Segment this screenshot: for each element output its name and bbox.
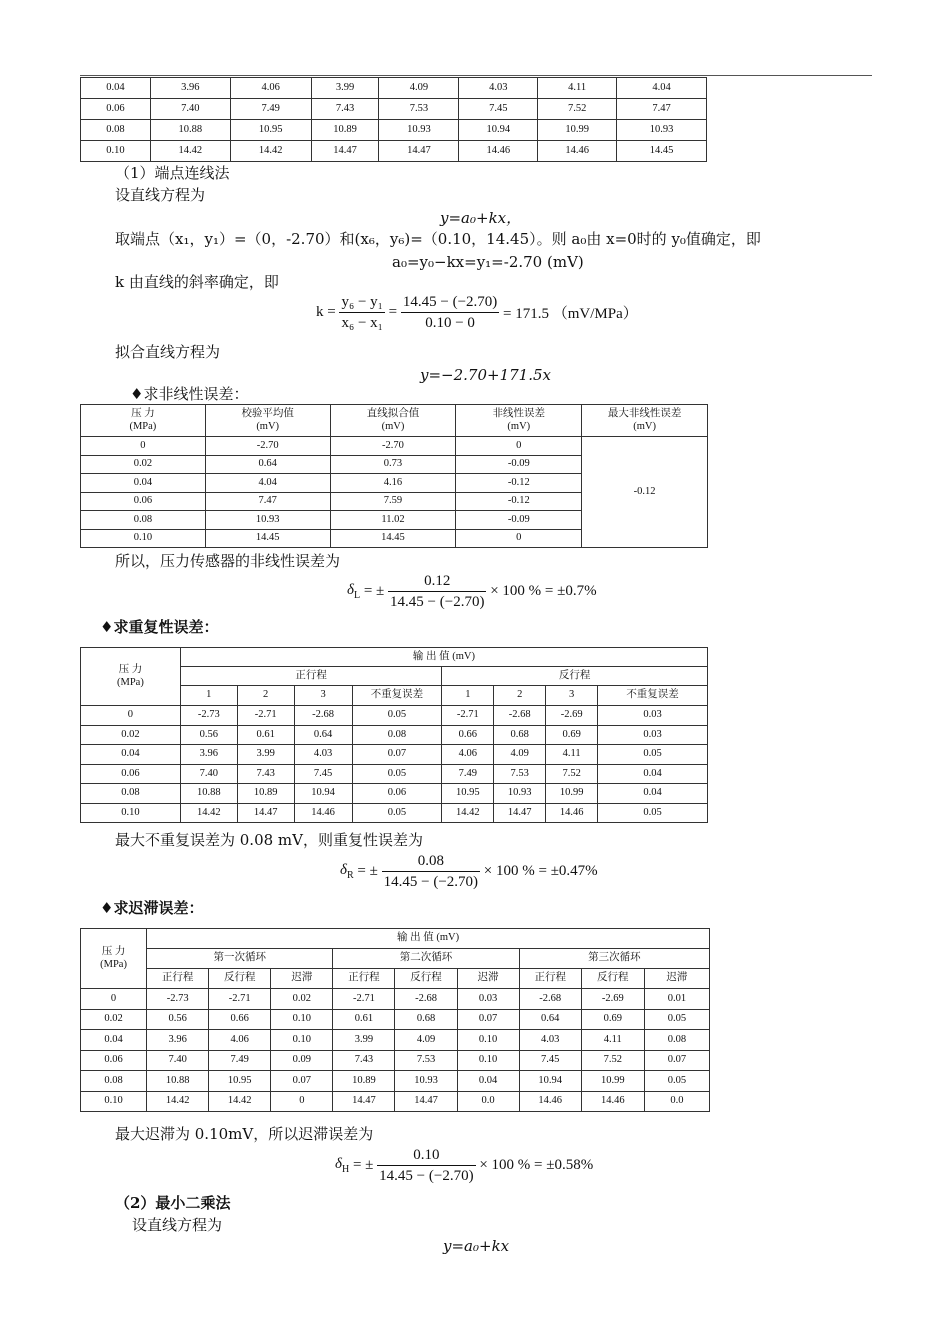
- table-cell: 0.04: [598, 764, 708, 784]
- table-cell: 7.52: [538, 99, 617, 120]
- table-cell: -2.73: [147, 989, 209, 1010]
- sub-header: 反行程: [581, 969, 644, 989]
- table-row: [81, 764, 708, 784]
- table-cell: 0.01: [644, 989, 709, 1010]
- table-cell: 0.56: [147, 1009, 209, 1030]
- table-cell: 4.06: [230, 78, 311, 99]
- slope-formula: k = $\frac{\text{y₆ − y₁}}{\text{x₆ − x₁}}$ = $\frac{14.45 - (-2.70)}{0.10 - 0}$ = 171.5 （mV/MPa）: [316, 294, 638, 331]
- sub-header: 1: [180, 686, 237, 706]
- table-cell: 7.49: [442, 764, 494, 784]
- table-cell: 0.07: [644, 1050, 709, 1071]
- hys-den: 14.45 − (−2.70): [379, 1168, 474, 1184]
- table-cell: 0.66: [209, 1009, 271, 1030]
- table-cell: 7.43: [311, 99, 379, 120]
- table-row: [81, 725, 708, 745]
- k-result: = 171.5 （mV/MPa）: [503, 306, 638, 322]
- repeatability-formula: [340, 851, 598, 892]
- column-header: 校验平均值 (mV): [205, 405, 330, 437]
- table-cell: 4.06: [209, 1030, 271, 1051]
- max-nonlinearity-cell: -0.12: [582, 437, 708, 548]
- table-cell: 4.04: [205, 474, 330, 493]
- table-cell: 0.69: [546, 725, 598, 745]
- table-cell: 7.47: [617, 99, 707, 120]
- table-cell: 7.59: [330, 492, 456, 511]
- table-cell: 0.0: [644, 1091, 709, 1112]
- hysteresis-conclusion: 最大迟滞为 0.10mV，所以迟滞误差为: [115, 1125, 374, 1143]
- delta-l-sub: L: [353, 590, 361, 601]
- table-cell: 10.99: [546, 784, 598, 804]
- table-cell: 0.10: [457, 1050, 519, 1071]
- table-cell: 0.64: [294, 725, 352, 745]
- table-cell: 4.03: [294, 745, 352, 765]
- table-row: [81, 803, 708, 823]
- table-cell: 10.88: [180, 784, 237, 804]
- table-cell: 7.45: [459, 99, 538, 120]
- table-cell: 7.49: [209, 1050, 271, 1071]
- table-cell: 0.06: [81, 492, 206, 511]
- nl-tail: × 100 % = ±0.7%: [490, 583, 597, 599]
- equation-y: y=a₀+kx，: [440, 209, 522, 227]
- rep-eq-sign: = ±: [357, 863, 378, 879]
- nl-eq-sign: = ±: [363, 583, 385, 599]
- table-cell: 14.46: [459, 141, 538, 162]
- table-cell: 0.02: [81, 1009, 147, 1030]
- table-cell: 14.46: [546, 803, 598, 823]
- table-cell: 14.42: [442, 803, 494, 823]
- table-cell: 0.10: [457, 1030, 519, 1051]
- line-setup-text: 设直线方程为: [115, 186, 206, 204]
- table-cell: 0.05: [598, 803, 708, 823]
- header-rule: [80, 75, 872, 76]
- table-cell: 0.07: [457, 1009, 519, 1030]
- table-cell: 0.05: [644, 1071, 709, 1092]
- table-cell: 7.52: [546, 764, 598, 784]
- hys-num: 0.10: [377, 1145, 475, 1166]
- delta-r-symbol: δ: [340, 862, 347, 878]
- table-cell: 0.61: [237, 725, 294, 745]
- k-num2: 14.45 − (−2.70): [401, 292, 499, 313]
- table-cell: 0.64: [205, 455, 330, 474]
- table-cell: 0.08: [81, 120, 151, 141]
- hysteresis-formula: [335, 1145, 593, 1186]
- hys-eq-sign: = ±: [352, 1157, 374, 1173]
- table-cell: 7.49: [230, 99, 311, 120]
- table-cell: 10.89: [333, 1071, 395, 1092]
- hys-h-pressure: 压 力 (MPa): [81, 929, 147, 989]
- sub-header: 迟滞: [271, 969, 333, 989]
- fit-text: 拟合直线方程为: [115, 343, 221, 361]
- table-row: [81, 706, 708, 726]
- table-cell: 7.53: [494, 764, 546, 784]
- nonlinearity-formula: [347, 571, 597, 612]
- sub-header: 迟滞: [457, 969, 519, 989]
- rep-h-forward: 正行程: [180, 667, 442, 686]
- table-row: [81, 745, 708, 765]
- table-cell: 7.53: [395, 1050, 457, 1071]
- table-cell: 0.05: [644, 1009, 709, 1030]
- table-cell: 0.04: [81, 1030, 147, 1051]
- table-cell: 3.99: [333, 1030, 395, 1051]
- table-cell: 4.03: [519, 1030, 581, 1051]
- nl-den: 14.45 − (−2.70): [390, 594, 485, 610]
- table-cell: 0.56: [180, 725, 237, 745]
- table-cell: 14.45: [617, 141, 707, 162]
- table-cell: 4.09: [379, 78, 459, 99]
- k-num1: y₆ − y₁: [339, 292, 384, 313]
- table-cell: 10.99: [538, 120, 617, 141]
- table-cell: 3.96: [147, 1030, 209, 1051]
- table-cell: 10.94: [519, 1071, 581, 1092]
- table-cell: 4.11: [581, 1030, 644, 1051]
- table-cell: 3.99: [237, 745, 294, 765]
- table-cell: 7.43: [333, 1050, 395, 1071]
- sub-header: 3: [546, 686, 598, 706]
- table-cell: 4.16: [330, 474, 456, 493]
- table-cell: 0: [456, 437, 582, 456]
- table-cell: 0.10: [81, 1091, 147, 1112]
- calibration-table-continued: [80, 77, 707, 162]
- table-cell: 0.09: [271, 1050, 333, 1071]
- table-cell: 0.06: [81, 1050, 147, 1071]
- table-cell: 0.05: [352, 803, 442, 823]
- table-cell: 0.64: [519, 1009, 581, 1030]
- table-cell: 7.40: [180, 764, 237, 784]
- table-cell: 0.66: [442, 725, 494, 745]
- table-cell: -2.68: [494, 706, 546, 726]
- k-den1: x₆ − x₁: [341, 315, 383, 331]
- section-heading-least-squares: （2）最小二乘法: [115, 1194, 231, 1212]
- table-cell: 10.88: [147, 1071, 209, 1092]
- table-cell: 0: [81, 437, 206, 456]
- delta-l-symbol: δ: [347, 582, 354, 598]
- sub-header: 2: [237, 686, 294, 706]
- rep-num: 0.08: [382, 851, 480, 872]
- table-cell: 0.69: [581, 1009, 644, 1030]
- sub-header: 3: [294, 686, 352, 706]
- table-cell: 10.95: [230, 120, 311, 141]
- table-cell: 0.06: [81, 764, 181, 784]
- table-cell: 0.03: [457, 989, 519, 1010]
- column-header: 压 力 (MPa): [81, 405, 206, 437]
- table-row: [81, 1030, 710, 1051]
- column-header: 直线拟合值 (mV): [330, 405, 456, 437]
- hysteresis-table: [80, 928, 710, 1112]
- delta-h-symbol: δ: [335, 1156, 342, 1172]
- sub-header: 迟滞: [644, 969, 709, 989]
- table-cell: 10.89: [237, 784, 294, 804]
- table-cell: 0.04: [81, 745, 181, 765]
- rep-tail: × 100 % = ±0.47%: [483, 863, 598, 879]
- k-lhs: k =: [316, 304, 336, 320]
- table-cell: 0.06: [81, 99, 151, 120]
- table-cell: 14.45: [205, 529, 330, 548]
- table-cell: 7.43: [237, 764, 294, 784]
- table-cell: -2.68: [294, 706, 352, 726]
- sub-header: 反行程: [395, 969, 457, 989]
- table-cell: 0.08: [644, 1030, 709, 1051]
- table-cell: -2.68: [519, 989, 581, 1010]
- table-cell: 4.06: [442, 745, 494, 765]
- table-cell: 10.89: [311, 120, 379, 141]
- table-cell: 14.47: [237, 803, 294, 823]
- table-cell: 14.42: [180, 803, 237, 823]
- table-cell: 10.93: [494, 784, 546, 804]
- table-cell: 0.02: [271, 989, 333, 1010]
- table-cell: 0.03: [598, 725, 708, 745]
- table-cell: 3.99: [311, 78, 379, 99]
- table-cell: 7.47: [205, 492, 330, 511]
- table-cell: 14.46: [294, 803, 352, 823]
- table-cell: 0.08: [352, 725, 442, 745]
- table-cell: 14.45: [330, 529, 456, 548]
- table-cell: 0.68: [395, 1009, 457, 1030]
- table-cell: 7.45: [294, 764, 352, 784]
- table-cell: 0.08: [81, 511, 206, 530]
- table-cell: 0.07: [352, 745, 442, 765]
- table-cell: 7.40: [150, 99, 230, 120]
- rep-den: 14.45 − (−2.70): [383, 874, 479, 890]
- table-cell: 0.0: [457, 1091, 519, 1112]
- table-cell: 0.02: [81, 725, 181, 745]
- table-cell: 10.95: [442, 784, 494, 804]
- table-cell: 4.03: [459, 78, 538, 99]
- table-cell: 0.10: [81, 803, 181, 823]
- column-header: 最大非线性误差 (mV): [582, 405, 708, 437]
- hysteresis-heading: ♦求迟滞误差：: [100, 899, 204, 917]
- sub-header: 不重复误差: [598, 686, 708, 706]
- table-row: [81, 437, 708, 456]
- table-row: [81, 120, 707, 141]
- table-cell: -0.09: [456, 511, 582, 530]
- nonlinearity-table: [80, 404, 708, 548]
- table-cell: 0.61: [333, 1009, 395, 1030]
- table-cell: 0.10: [271, 1030, 333, 1051]
- table-cell: 0: [271, 1091, 333, 1112]
- section-heading-endpoint: （1）端点连线法: [115, 164, 230, 182]
- table-cell: 0: [81, 706, 181, 726]
- table-cell: 14.46: [581, 1091, 644, 1112]
- table-cell: 14.47: [311, 141, 379, 162]
- sub-header: 1: [442, 686, 494, 706]
- table-cell: 4.11: [538, 78, 617, 99]
- nonlinearity-heading: ♦求非线性误差：: [130, 385, 249, 403]
- table-cell: -2.68: [395, 989, 457, 1010]
- table-cell: 10.88: [150, 120, 230, 141]
- table-cell: 14.46: [538, 141, 617, 162]
- table-cell: -2.71: [442, 706, 494, 726]
- table-cell: 0.73: [330, 455, 456, 474]
- rep-h-output: 输 出 值 (mV): [180, 648, 707, 667]
- table-cell: 14.47: [379, 141, 459, 162]
- table-row: [81, 784, 708, 804]
- table-row: [81, 1071, 710, 1092]
- table-cell: 3.96: [150, 78, 230, 99]
- cycle-header: 第一次循环: [147, 949, 333, 969]
- sub-header: 正行程: [519, 969, 581, 989]
- table-cell: 0.06: [352, 784, 442, 804]
- table-cell: 14.47: [494, 803, 546, 823]
- sub-header: 正行程: [333, 969, 395, 989]
- repeatability-conclusion: 最大不重复误差为 0.08 mV，则重复性误差为: [115, 831, 423, 849]
- table-cell: 4.04: [617, 78, 707, 99]
- table-cell: 4.09: [395, 1030, 457, 1051]
- table-cell: 0.05: [352, 764, 442, 784]
- table-cell: 7.52: [581, 1050, 644, 1071]
- table-cell: 0.10: [81, 141, 151, 162]
- table-cell: 0.04: [598, 784, 708, 804]
- nonlinearity-conclusion: 所以，压力传感器的非线性误差为: [115, 552, 341, 570]
- table-cell: -2.69: [546, 706, 598, 726]
- cycle-header: 第三次循环: [519, 949, 709, 969]
- hys-h-output: 输 出 值 (mV): [147, 929, 710, 949]
- table-row: [81, 99, 707, 120]
- sub-header: 反行程: [209, 969, 271, 989]
- table-cell: 14.42: [147, 1091, 209, 1112]
- table-cell: 7.40: [147, 1050, 209, 1071]
- table-cell: 0.05: [598, 745, 708, 765]
- table-row: [81, 989, 710, 1010]
- table-cell: 0.04: [457, 1071, 519, 1092]
- table-cell: -2.71: [333, 989, 395, 1010]
- table-cell: -2.73: [180, 706, 237, 726]
- table-cell: -0.09: [456, 455, 582, 474]
- nl-num: 0.12: [388, 571, 486, 592]
- table-cell: -2.71: [237, 706, 294, 726]
- table-row: [81, 1050, 710, 1071]
- cycle-header: 第二次循环: [333, 949, 519, 969]
- table-cell: 0.04: [81, 474, 206, 493]
- table-cell: 7.53: [379, 99, 459, 120]
- a0-equation: a₀=y₀−kx=y₁=-2.70 (mV): [392, 253, 584, 271]
- table-cell: 0.05: [352, 706, 442, 726]
- table-cell: -2.70: [205, 437, 330, 456]
- table-cell: -0.12: [456, 492, 582, 511]
- delta-r-sub: R: [346, 870, 354, 881]
- table-cell: 0.04: [81, 78, 151, 99]
- table-row: [81, 78, 707, 99]
- k-text: k 由直线的斜率确定，即: [115, 273, 279, 291]
- table-cell: 14.42: [230, 141, 311, 162]
- table-cell: 10.93: [205, 511, 330, 530]
- table-cell: 0.68: [494, 725, 546, 745]
- sub-header: 2: [494, 686, 546, 706]
- table-cell: 10.94: [459, 120, 538, 141]
- table-row: [81, 1091, 710, 1112]
- table-cell: 10.99: [581, 1071, 644, 1092]
- table-cell: 0.10: [271, 1009, 333, 1030]
- table-cell: 0: [81, 989, 147, 1010]
- table-cell: 0.02: [81, 455, 206, 474]
- table-cell: 11.02: [330, 511, 456, 530]
- table-cell: -2.70: [330, 437, 456, 456]
- table-cell: 4.09: [494, 745, 546, 765]
- hys-tail: × 100 % = ±0.58%: [479, 1157, 594, 1173]
- ls-line-setup: 设直线方程为: [132, 1216, 223, 1234]
- column-header: 非线性误差 (mV): [456, 405, 582, 437]
- table-cell: 14.47: [395, 1091, 457, 1112]
- table-cell: 7.45: [519, 1050, 581, 1071]
- rep-h-pressure: 压 力 (MPa): [81, 648, 181, 706]
- table-cell: 10.94: [294, 784, 352, 804]
- ls-equation: y=a₀+kx: [443, 1237, 510, 1255]
- repeatability-table: [80, 647, 708, 823]
- table-cell: 4.11: [546, 745, 598, 765]
- sub-header: 不重复误差: [352, 686, 442, 706]
- table-cell: 14.42: [209, 1091, 271, 1112]
- table-cell: 10.95: [209, 1071, 271, 1092]
- repeatability-heading: ♦求重复性误差：: [100, 618, 219, 636]
- table-cell: 0: [456, 529, 582, 548]
- table-cell: 0.08: [81, 1071, 147, 1092]
- rep-h-reverse: 反行程: [442, 667, 708, 686]
- table-row: [81, 1009, 710, 1030]
- table-cell: 10.93: [395, 1071, 457, 1092]
- table-cell: 10.93: [617, 120, 707, 141]
- k-den2: 0.10 − 0: [425, 315, 475, 331]
- delta-h-sub: H: [341, 1164, 350, 1175]
- table-cell: 0.07: [271, 1071, 333, 1092]
- table-cell: 14.42: [150, 141, 230, 162]
- table-row: [81, 141, 707, 162]
- endpoint-text: 取端点（x₁，y₁）=（0，-2.70）和(x₆，y₆)=（0.10，14.45）。则 a₀由 x=0时的 y₀值确定，即: [115, 230, 761, 248]
- table-cell: -2.71: [209, 989, 271, 1010]
- table-cell: 0.10: [81, 529, 206, 548]
- table-cell: 14.46: [519, 1091, 581, 1112]
- fit-equation: y=−2.70+171.5x: [420, 366, 551, 384]
- sub-header: 正行程: [147, 969, 209, 989]
- table-cell: 0.08: [81, 784, 181, 804]
- table-cell: 0.03: [598, 706, 708, 726]
- table-cell: -2.69: [581, 989, 644, 1010]
- table-cell: 10.93: [379, 120, 459, 141]
- table-cell: -0.12: [456, 474, 582, 493]
- table-cell: 14.47: [333, 1091, 395, 1112]
- table-cell: 3.96: [180, 745, 237, 765]
